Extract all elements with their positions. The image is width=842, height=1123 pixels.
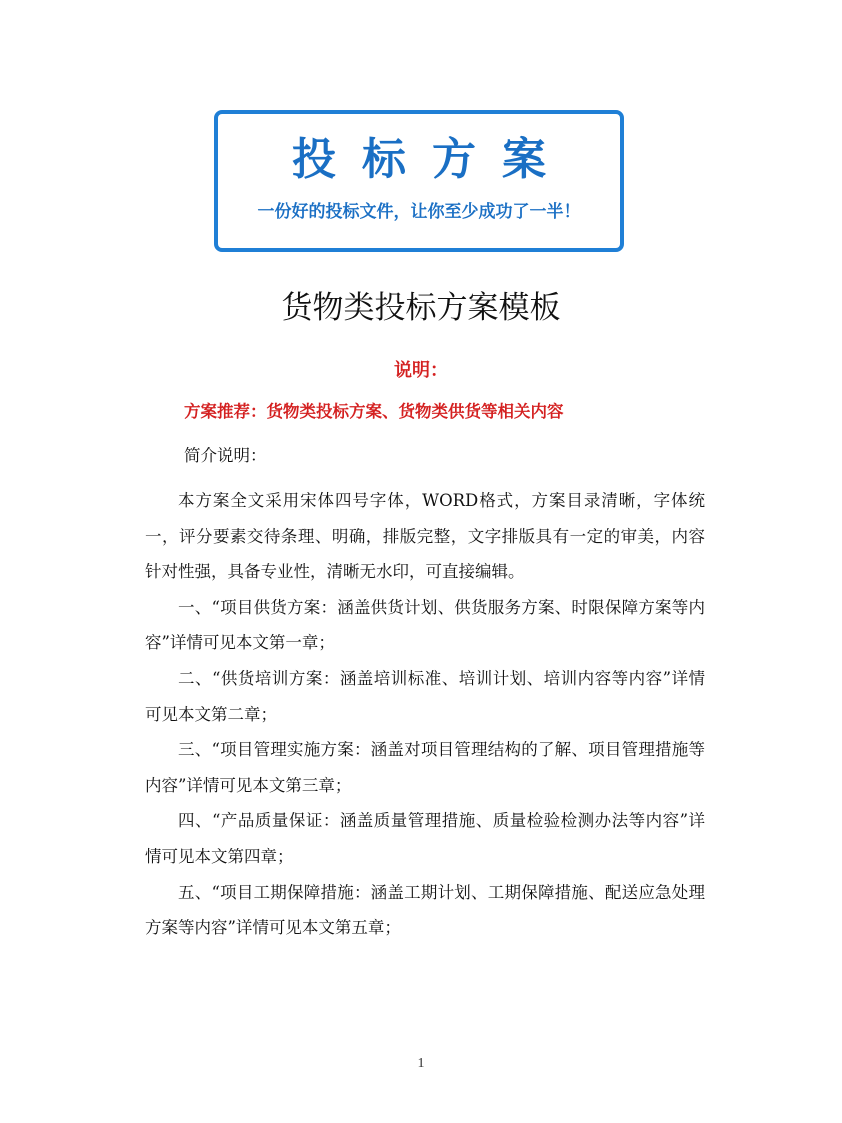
document-title: 货物类投标方案模板 — [281, 290, 561, 326]
recommendation-line — [184, 400, 564, 424]
note-heading: 说明： — [394, 360, 448, 381]
paragraph: 三、“项目管理实施方案：涵盖对项目管理结构的了解、项目管理措施等内容”详情可见本文第三章； — [145, 740, 705, 795]
paragraph: 二、“供货培训方案：涵盖培训标准、培训计划、培训内容等内容”详情可见本文第二章； — [145, 668, 705, 724]
page-number: 1 — [417, 1056, 425, 1071]
paragraph: 五、“项目工期保障措施：涵盖工期计划、工期保障措施、配送应急处理方案等内容”详情可见本文第五章； — [145, 882, 705, 938]
paragraph: 一、“项目供货方案：涵盖供货计划、供货服务方案、时限保障方案等内容”详情可见本文第一章； — [145, 597, 705, 653]
banner-title: 投标方案 — [292, 134, 572, 185]
paragraph: 本方案全文采用宋体四号字体，WORD格式，方案目录清晰，字体统一，评分要素交待条理、明确，排版完整，文字排版具有一定的审美，内容针对性强，具备专业性，清晰无水印，可直接编辑。 — [145, 491, 705, 582]
intro-label: 简介说明： — [184, 446, 267, 465]
banner-slogan: 一份好的投标文件，让你至少成功了一半！ — [257, 202, 581, 222]
banner-logo — [214, 110, 624, 252]
paragraph: 四、“产品质量保证：涵盖质量管理措施、质量检验检测办法等内容”详情可见本文第四章； — [145, 811, 705, 866]
recommendation-value: 货物类投标方案、货物类供货等相关内容 — [266, 402, 564, 421]
body-text — [145, 483, 705, 946]
recommendation-label: 方案推荐： — [184, 402, 267, 421]
